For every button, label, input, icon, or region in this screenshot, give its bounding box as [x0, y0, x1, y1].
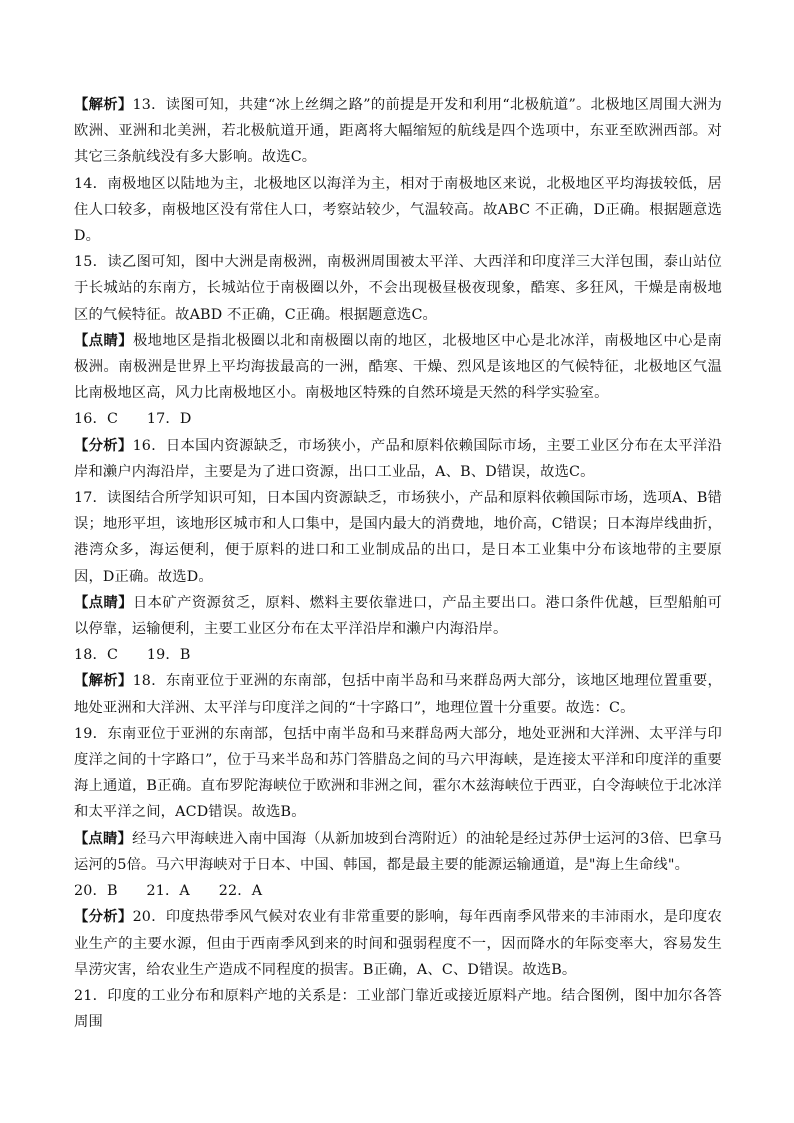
explanation-paragraph: [74, 485, 722, 590]
section-tag: 【点睛】: [74, 830, 133, 847]
explanation-paragraph: [74, 983, 722, 1035]
explanation-paragraph: [74, 904, 722, 983]
paragraph-text: 20．B 21．A 22．A: [74, 883, 263, 900]
explanation-paragraph: [74, 433, 722, 485]
explanation-paragraph: [74, 590, 722, 642]
paragraph-text: 13．读图可知，共建“冰上丝绸之路”的前提是开发和利用“北极航道”。北极地区周围大洲为欧洲、亚洲和北美洲，若北极航道开通，距离将大幅缩短的航线是四个选项中，东亚至欧洲西部。对其它三条航线没有多大影响。故选C。: [74, 97, 723, 166]
paragraph-text: 18．C 19．B: [74, 647, 191, 664]
section-tag: 【分析】: [74, 909, 133, 926]
section-tag: 【分析】: [74, 437, 133, 454]
explanation-paragraph: [74, 668, 722, 720]
paragraph-text: 18．东南亚位于亚洲的东南部，包括中南半岛和马来群岛两大部分，该地区地理位置重要，地处亚洲和大洋洲、太平洋与印度洋之间的“十字路口”，地理位置十分重要。故选：C。: [74, 673, 722, 716]
paragraph-text: 15．读乙图可知，图中大洲是南极洲，南极洲周围被太平洋、大西洋和印度洋三大洋包围，泰山站位于长城站的东南方，长城站位于南极圈以外，不会出现极昼极夜现象，酷寒、多狂风，干燥是南极地区的气候特征。故ABD 不正确，C正确。根据题意选C。: [74, 254, 722, 323]
paragraph-text: 16．日本国内资源缺乏，市场狭小，产品和原料依赖国际市场，主要工业区分布在太平洋沿岸和濑户内海沿岸，主要是为了进口资源，出口工业品，A、B、D错误，故选C。: [74, 437, 722, 480]
explanation-paragraph: [74, 721, 722, 826]
paragraph-text: 19．东南亚位于亚洲的东南部，包括中南半岛和马来群岛两大部分，地处亚洲和大洋洲、太平洋与印度洋之间的十字路口”，位于马来半岛和苏门答腊岛之间的马六甲海峡，是连接太平洋和印度洋的重要海上通道，B正确。直布罗陀海峡位于欧洲和非洲之间，霍尔木兹海峡位于西亚，白令海峡位于北冰洋和太平洋之间，ACD错误。故选B。: [74, 725, 722, 821]
paragraph-text: 极地地区是指北极圈以北和南极圈以南的地区，北极地区中心是北冰洋，南极地区中心是南极洲。南极洲是世界上平均海拔最高的一洲，酷寒、干燥、烈风是该地区的气候特征，北极地区气温比南极地区高，风力比南极地区小。南极地区特殊的自然环境是天然的科学实验室。: [74, 332, 722, 402]
explanation-paragraph: [74, 249, 722, 328]
answer-key-line: [74, 642, 722, 668]
answer-key-line: [74, 406, 722, 432]
paragraph-text: 经马六甲海峡进入南中国海（从新加坡到台湾附近）的油轮是经过苏伊士运河的3倍、巴拿马运河的5倍。马六甲海峡对于日本、中国、韩国，都是最主要的能源运输通道，是"海上生命线"。: [74, 830, 722, 873]
section-tag: 【点睛】: [74, 594, 133, 611]
section-tag: 【点睛】: [74, 332, 133, 349]
paragraph-text: 日本矿产资源贫乏，原料、燃料主要依靠进口，产品主要出口。港口条件优越，巨型船舶可以停靠，运输便利，主要工业区分布在太平洋沿岸和濑户内海沿岸。: [74, 594, 722, 638]
section-tag: 【解析】: [74, 673, 133, 690]
paragraph-text: 16．C 17．D: [74, 411, 192, 428]
paragraph-text: 21．印度的工业分布和原料产地的关系是：工业部门靠近或接近原料产地。结合图例，图中加尔各答周围: [74, 987, 722, 1031]
paragraph-text: 20．印度热带季风气候对农业有非常重要的影响，每年西南季风带来的丰沛雨水，是印度农业生产的主要水源，但由于西南季风到来的时间和强弱程度不一，因而降水的年际变率大，容易发生旱涝灾害，给农业生产造成不同程度的损害。B正确，A、C、D错误。故选B。: [74, 909, 722, 978]
answer-key-line: [74, 878, 722, 904]
explanation-paragraph: [74, 92, 722, 171]
explanation-paragraph: [74, 171, 722, 250]
answer-explanation-text: [74, 92, 722, 1035]
explanation-paragraph: [74, 328, 722, 407]
paragraph-text: 14．南极地区以陆地为主，北极地区以海洋为主，相对于南极地区来说，北极地区平均海拔较低，居住人口较多，南极地区没有常住人口，考察站较少，气温较高。故ABC 不正确，D正确。根据题意选D。: [74, 175, 722, 245]
section-tag: 【解析】: [74, 97, 133, 113]
paragraph-text: 17．读图结合所学知识可知，日本国内资源缺乏，市场狭小，产品和原料依赖国际市场，选项A、B错误；地形平坦，该地形区城市和人口集中，是国内最大的消费地，地价高，C错误；日本海岸线曲折，港湾众多，海运便利，便于原料的进口和工业制成品的出口，是日本工业集中分布该地带的主要原因，D正确。故选D。: [74, 490, 722, 585]
explanation-paragraph: [74, 826, 722, 878]
